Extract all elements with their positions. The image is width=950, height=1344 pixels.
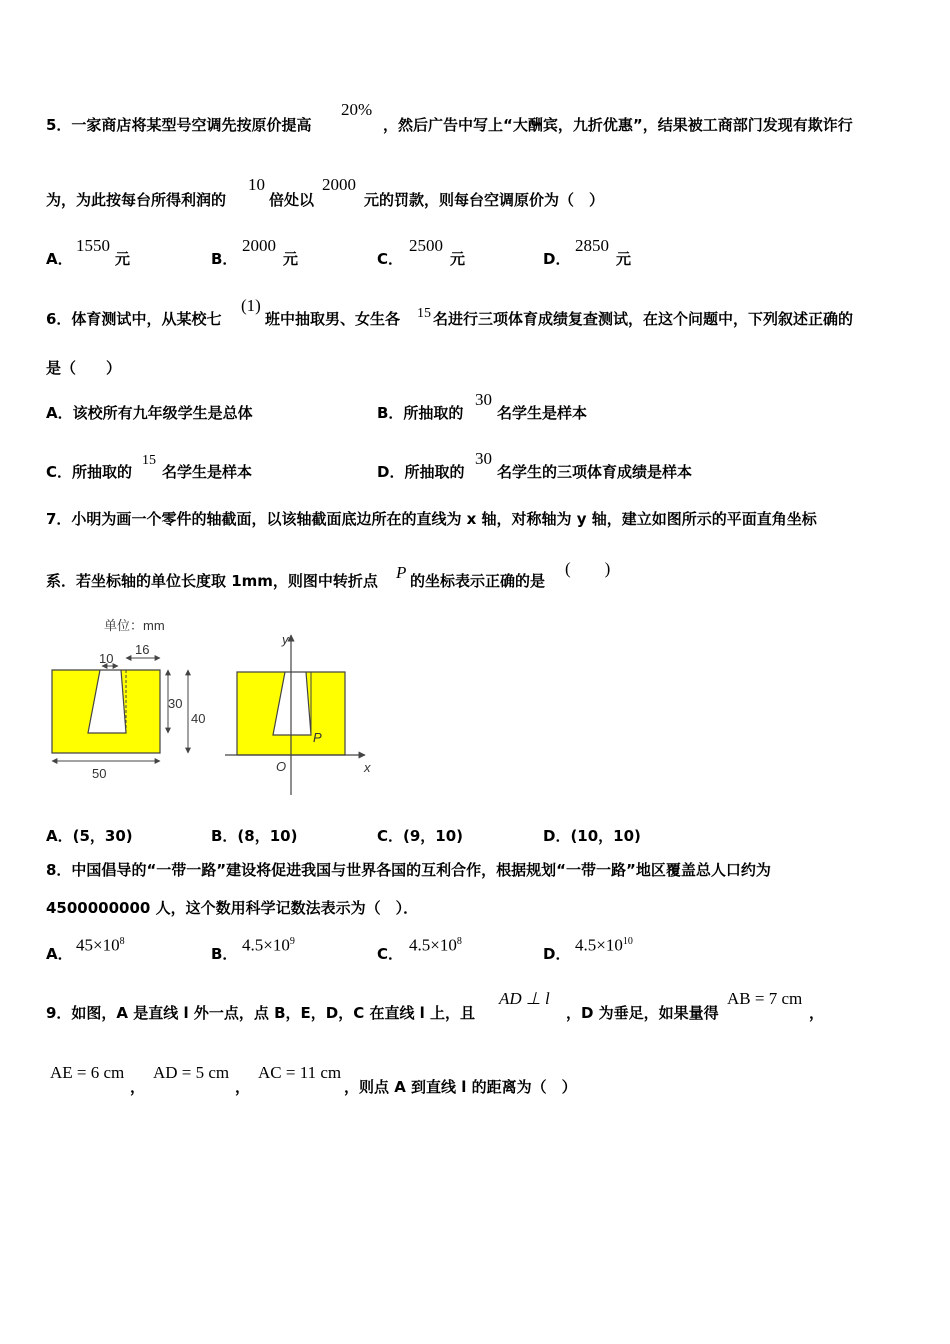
q5-math-10: 10 [248,175,265,194]
q8-option-a-exp: 8 [119,936,125,947]
q6-option-c-a: C．所抽取的 [46,463,133,481]
q8-option-b-label: B． [211,945,238,963]
q7-fig-dim-10: 10 [99,651,114,666]
q5-option-d-unit: 元 [616,250,632,268]
q8-option-c-label: C． [377,945,404,963]
q8-line2: 4500000000 人，这个数用科学记数法表示为（ ）． [46,899,419,917]
q5-option-d-label: D． [543,250,571,268]
q7-line2-a: 系．若坐标轴的单位长度取 1mm，则图中转折点 [46,572,378,590]
q7-math-p: P [396,563,407,582]
q6-option-b-b: 名学生是样本 [497,404,588,422]
q6-option-d-a: D．所抽取的 [377,463,465,481]
q5-line2-c: 元的罚款，则每台空调原价为（ ） [364,191,605,209]
q7-fig-dim-50: 50 [92,766,107,781]
q6-option-b-math: 30 [475,390,492,409]
q5-option-c-value: 2500 [409,236,443,255]
q9-sep-1: ， [130,1078,146,1096]
q6-option-a: A．该校所有九年级学生是总体 [46,404,253,422]
q7-fig-dim-16: 16 [135,642,150,657]
q5-option-b-unit: 元 [283,250,299,268]
q8-option-b-exp: 9 [289,936,295,947]
q7-figure [40,610,390,805]
q5-line2-b: 倍处以 [269,191,315,209]
q9-math-ae: AE = 6 cm [50,1063,125,1082]
q6-option-d-math: 30 [475,449,492,468]
q7-option-d: D．(10，10) [543,827,641,845]
q8-option-a-value [76,932,125,956]
q8-option-d-label: D． [543,945,571,963]
q7-option-b: B．(8，10) [211,827,298,845]
q7-line1: 7．小明为画一个零件的轴截面，以该轴截面底边所在的直线为 x 轴，对称轴为 y 轴，建立如图所示的平面直角坐标 [46,510,817,528]
q8-option-d-base: 4.5×10 [575,935,623,955]
q6-option-b-a: B．所抽取的 [377,404,464,422]
q8-option-c-base: 4.5×10 [409,935,457,955]
q8-option-a-label: A． [46,945,73,963]
q7-option-a: A．(5，30) [46,827,133,845]
q6-line1-c: 名进行三项体育成绩复查测试，在这个问题中，下列叙述正确的 [433,310,854,328]
q9-line1-a: 9．如图，A 是直线 l 外一点，点 B，E，D，C 在直线 l 上，且 [46,1004,476,1022]
q7-math-paren: ( ) [565,559,611,578]
q7-fig-axis-x-label: x [364,760,371,775]
q7-fig-origin-label: O [276,759,287,774]
q7-fig-left-shape [52,670,160,753]
q7-fig-dim-30: 30 [168,696,183,711]
q6-line1-b: 班中抽取男、女生各 [265,310,401,328]
q9-sep-2: ， [235,1078,251,1096]
q6-math-class: (1) [241,296,261,315]
q8-option-a-base: 45×10 [76,935,120,955]
q5-option-a-unit: 元 [115,250,131,268]
q8-option-d-value [575,932,633,956]
q9-line1-b: ，D 为垂足，如果量得 [566,1004,719,1022]
q7-option-c: C．(9，10) [377,827,464,845]
q8-option-c-exp: 8 [456,936,462,947]
q8-option-b-value [242,932,295,956]
q5-math-2000: 2000 [322,175,356,194]
q9-line2-end: ，则点 A 到直线 l 的距离为（ ） [344,1078,577,1096]
q7-line2-b: 的坐标表示正确的是 [410,572,546,590]
q7-fig-point-label: P [313,730,322,745]
q5-line1-b: ，然后广告中写上“大酬宾，九折优惠”，结果被工商部门发现有欺诈行 [383,116,853,134]
q5-line1-a: 5．一家商店将某型号空调先按原价提高 [46,116,312,134]
q5-option-b-value: 2000 [242,236,276,255]
q6-option-c-b: 名学生是样本 [162,463,253,481]
q8-option-b-base: 4.5×10 [242,935,290,955]
q8-line1: 8．中国倡导的“一带一路”建设将促进我国与世界各国的互利合作，根据规划“一带一路”地区覆盖总人口约为 [46,861,771,879]
q6-option-c-math: 15 [142,453,156,468]
q6-math-15: 15 [417,306,431,321]
q6-line2: 是（ ） [46,359,122,377]
q8-option-c-value [409,932,462,956]
q5-option-c-unit: 元 [450,250,466,268]
q5-math-percent: 20% [341,100,373,119]
q5-option-d-value: 2850 [575,236,609,255]
q5-option-a-value: 1550 [76,236,110,255]
q9-math-ac: AC = 11 cm [258,1063,342,1082]
q9-line1-c: ， [809,1004,825,1022]
q7-fig-axis-y-label: y [282,632,289,647]
q5-line2-a: 为，为此按每台所得利润的 [46,191,227,209]
q7-fig-unit-label: 单位：mm [104,618,165,633]
q9-math-ad: AD = 5 cm [153,1063,230,1082]
q5-option-a-label: A． [46,250,73,268]
q8-option-d-exp: 10 [622,936,633,947]
q6-option-d-b: 名学生的三项体育成绩是样本 [497,463,693,481]
q7-fig-dim-40: 40 [191,711,206,726]
q5-option-b-label: B． [211,250,238,268]
q5-option-c-label: C． [377,250,404,268]
q9-math-ab: AB = 7 cm [727,989,803,1008]
q9-math-perp: AD ⊥ l [499,989,550,1008]
q6-line1-a: 6．体育测试中，从某校七 [46,310,222,328]
